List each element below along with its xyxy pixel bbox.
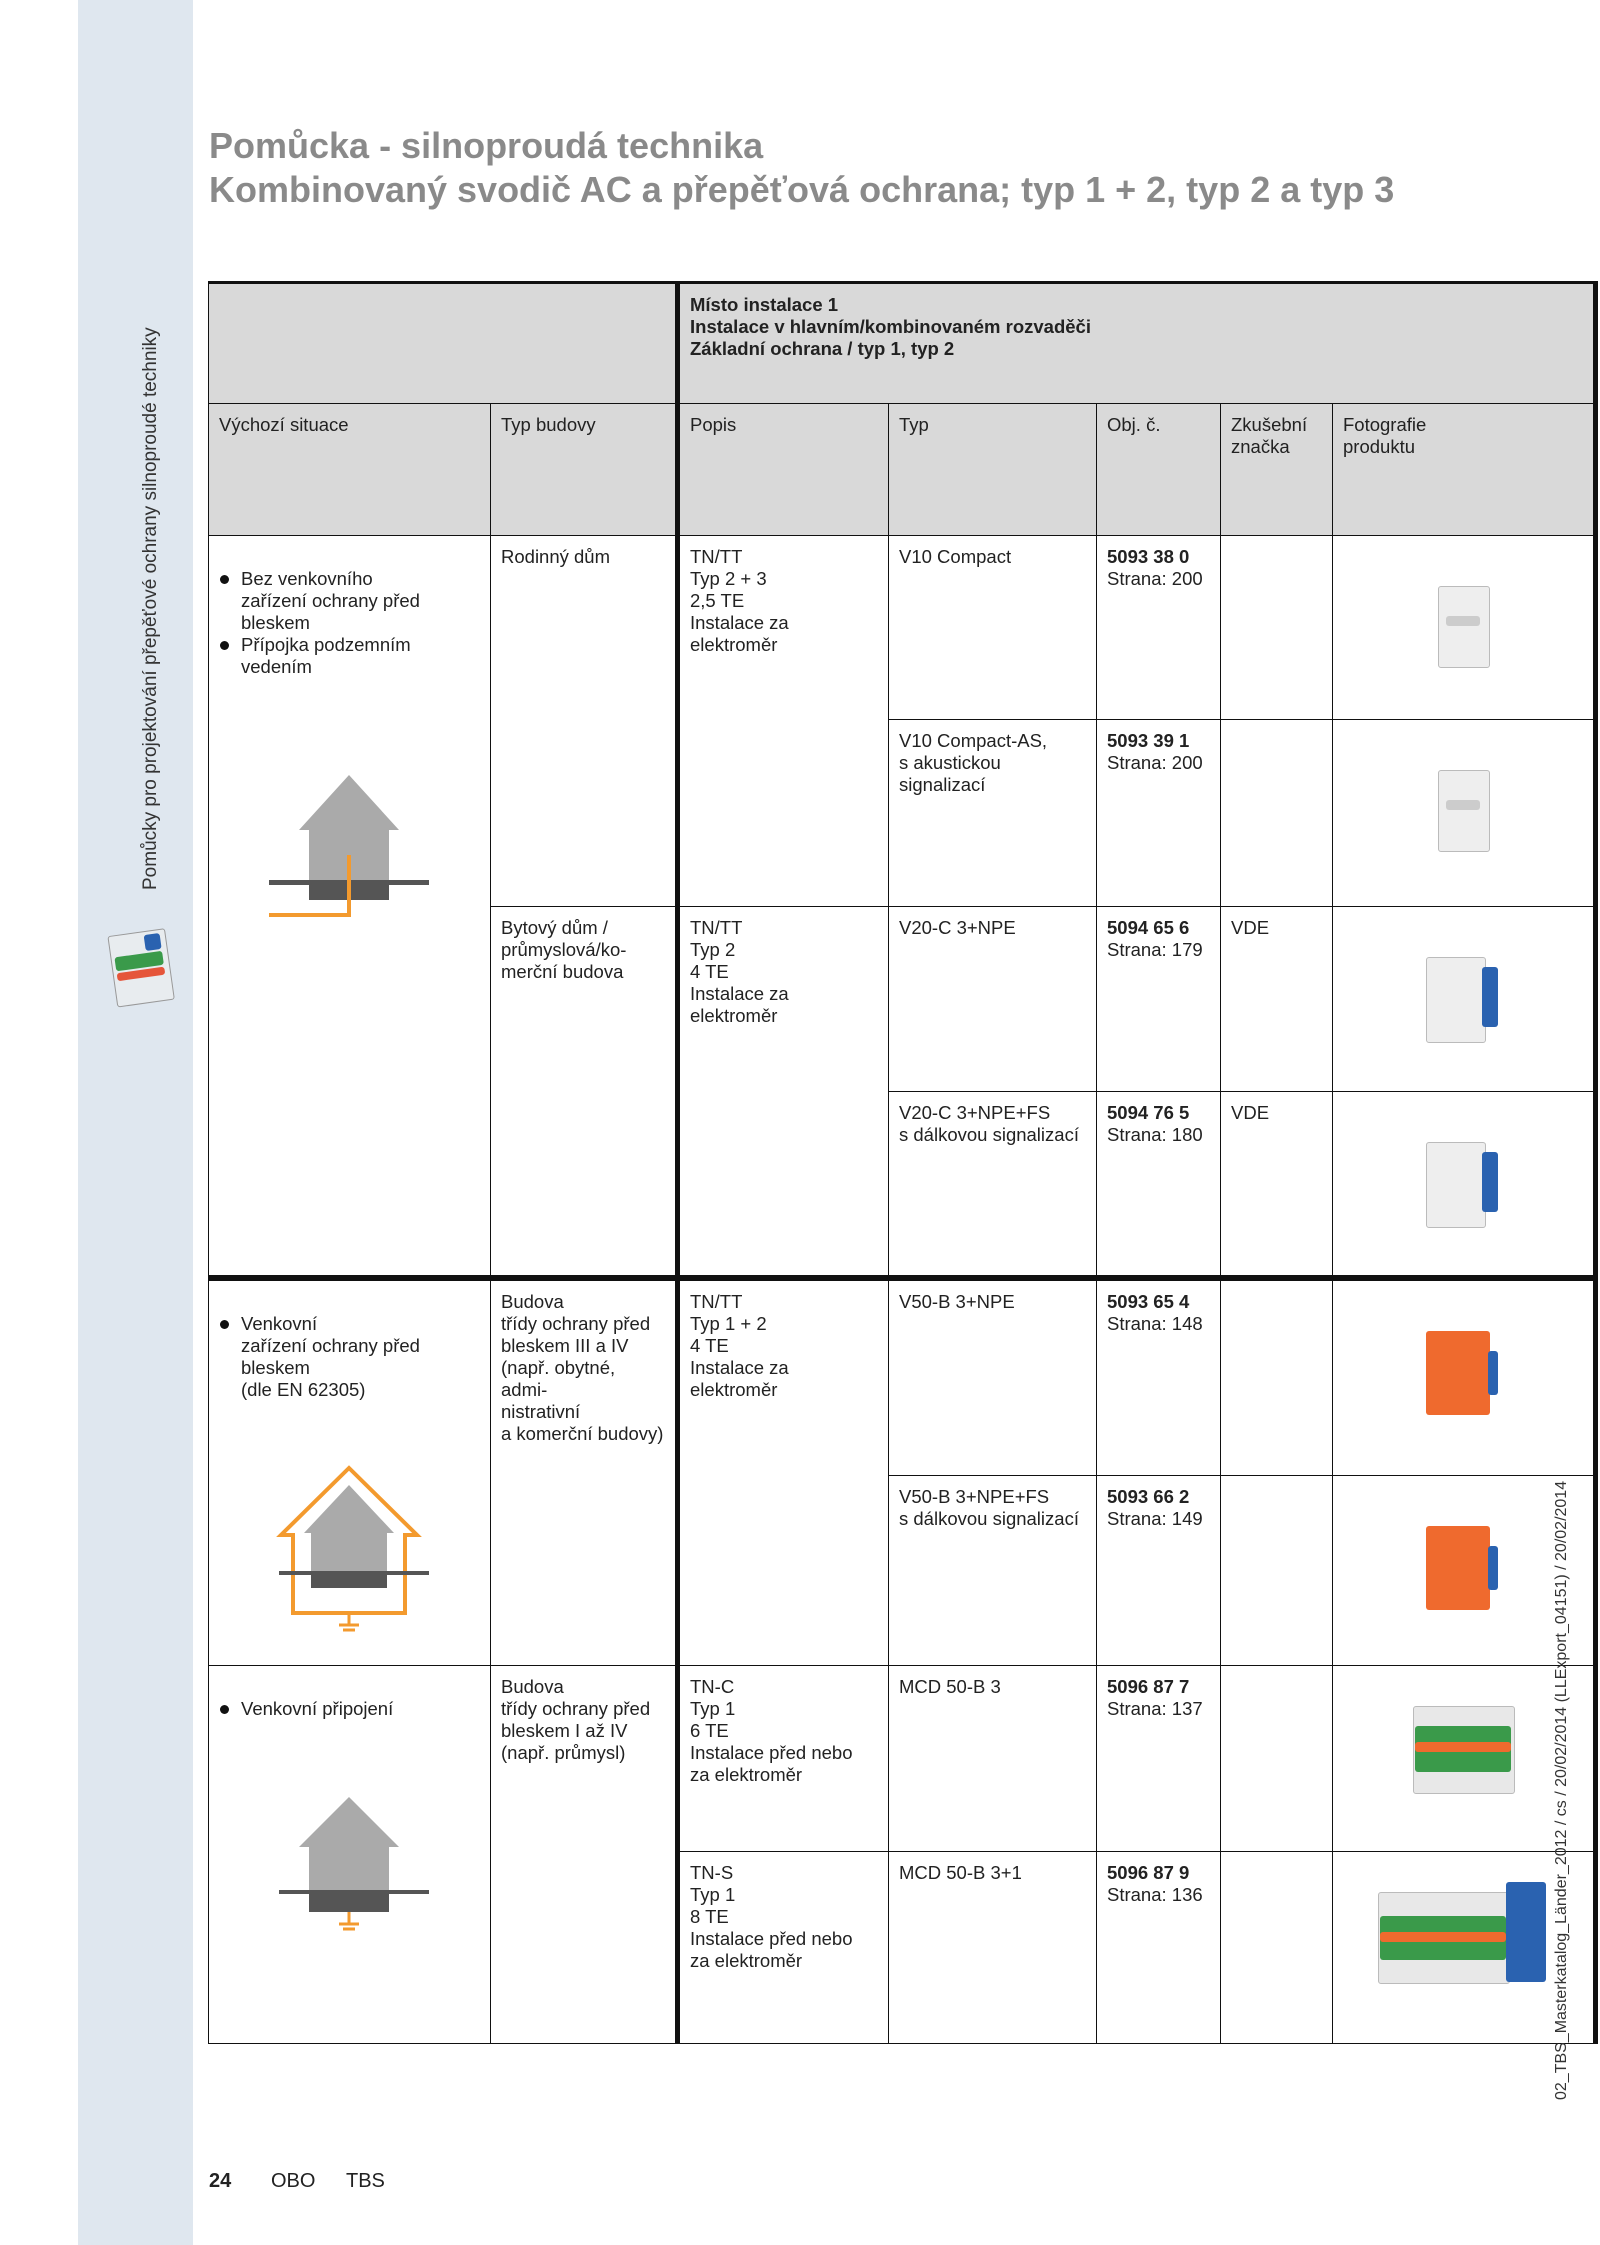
catalog-page: Strana: 200 xyxy=(1107,752,1203,773)
order-cell xyxy=(1097,1092,1221,1278)
page-number: 24 xyxy=(209,2170,232,2192)
type-cell: MCD 50-B 3 xyxy=(889,1665,1097,1851)
product-photo-white xyxy=(1438,770,1488,850)
description-cell: TN/TT Typ 1 + 2 4 TE Instalace za elektroměr xyxy=(678,1278,889,1666)
mark-cell xyxy=(1221,1851,1333,2043)
house-external-connection-icon xyxy=(269,1792,439,1952)
order-cell xyxy=(1097,1665,1221,1851)
order-cell xyxy=(1097,1851,1221,2043)
catalog-page: Strana: 136 xyxy=(1107,1883,1203,1905)
product-photo-white-blue xyxy=(1426,1142,1500,1226)
photo-cell xyxy=(1333,1278,1596,1476)
house-lightning-protection-icon xyxy=(269,1463,439,1633)
product-photo-orange xyxy=(1426,1331,1500,1415)
order-cell xyxy=(1097,1278,1221,1476)
order-number: 5093 38 0 xyxy=(1107,546,1190,567)
product-photo-white xyxy=(1438,586,1488,666)
col-header-situation: Výchozí situace xyxy=(209,404,491,536)
building-cell: Budova třídy ochrany před bleskem I až IV (např. průmysl) xyxy=(491,1665,678,2043)
col-header-photo: Fotografie produktu xyxy=(1333,404,1596,536)
type-cell: V20-C 3+NPE+FS s dálkovou signalizací xyxy=(889,1092,1097,1278)
footer-section: TBS xyxy=(346,2170,385,2192)
building-cell: Bytový dům / průmyslová/ko- merční budova xyxy=(491,907,678,1278)
photo-cell xyxy=(1333,720,1596,907)
type-cell: V50-B 3+NPE+FS s dálkovou signalizací xyxy=(889,1476,1097,1665)
type-cell: MCD 50-B 3+1 xyxy=(889,1851,1097,2043)
situation-bullet: Venkovní zařízení ochrany před bleskem (dle EN 62305) xyxy=(241,1313,480,1401)
catalog-page: Strana: 180 xyxy=(1107,1124,1203,1145)
situation-cell xyxy=(209,1278,491,1666)
order-cell xyxy=(1097,907,1221,1092)
situation-bullet: Venkovní připojení xyxy=(241,1698,480,1720)
sidebar-product-image xyxy=(107,928,172,1005)
catalog-page: Strana: 179 xyxy=(1107,939,1203,960)
sidebar-strip xyxy=(78,0,193,2245)
mark-cell: VDE xyxy=(1221,1092,1333,1278)
order-number: 5096 87 7 xyxy=(1107,1675,1190,1697)
photo-cell xyxy=(1333,536,1596,720)
description-cell: TN/TT Typ 2 + 3 2,5 TE Instalace za elektroměr xyxy=(678,536,889,907)
order-cell xyxy=(1097,1476,1221,1665)
order-number: 5093 39 1 xyxy=(1107,730,1190,751)
situation-cell xyxy=(209,1665,491,2043)
photo-cell xyxy=(1333,1092,1596,1278)
product-photo-green xyxy=(1413,1706,1513,1792)
group-header: Místo instalace 1 Instalace v hlavním/kombinovaném rozvaděči Základní ochrana / typ 1, typ 2 xyxy=(678,283,1596,404)
type-cell: V20-C 3+NPE xyxy=(889,907,1097,1092)
description-cell: TN/TT Typ 2 4 TE Instalace za elektroměr xyxy=(678,907,889,1278)
order-number: 5096 87 9 xyxy=(1107,1861,1190,1883)
footer-brand: OBO xyxy=(271,2170,316,2192)
situation-bullet: Bez venkovního zařízení ochrany před bleskem xyxy=(241,568,480,634)
catalog-page: Strana: 137 xyxy=(1107,1697,1203,1719)
order-number: 5094 65 6 xyxy=(1107,917,1190,938)
mark-cell xyxy=(1221,1278,1333,1476)
description-cell: TN-S Typ 1 8 TE Instalace před nebo za elektroměr xyxy=(678,1851,889,2043)
product-photo-orange xyxy=(1426,1526,1500,1610)
mark-cell xyxy=(1221,1665,1333,1851)
col-header-description: Popis xyxy=(678,404,889,536)
side-document-note: 02_TBS_Masterkatalog_Länder_2012 / cs / 20/02/2014 (LLExport_04151) / 20/02/2014 xyxy=(1553,1480,1570,2100)
col-header-test-mark: Zkušební značka xyxy=(1221,404,1333,536)
sidebar-vertical-text: Pomůcky pro projektování přepěťové ochrany silnoproudé techniky xyxy=(140,327,161,890)
page-title: Pomůcka - silnoproudá technika xyxy=(209,125,764,166)
order-cell xyxy=(1097,536,1221,720)
situation-bullet: Přípojka podzemním vedením xyxy=(241,634,480,678)
situation-cell xyxy=(209,536,491,1278)
photo-cell xyxy=(1333,907,1596,1092)
page-subtitle: Kombinovaný svodič AC a přepěťová ochrana; typ 1 + 2, typ 2 a typ 3 xyxy=(209,169,1395,210)
product-table xyxy=(208,281,1598,2044)
col-header-order-no: Obj. č. xyxy=(1097,404,1221,536)
order-number: 5094 76 5 xyxy=(1107,1102,1190,1123)
product-photo-white-blue xyxy=(1426,957,1500,1041)
mark-cell xyxy=(1221,1476,1333,1665)
house-underground-icon xyxy=(269,770,439,930)
col-header-type: Typ xyxy=(889,404,1097,536)
order-number: 5093 66 2 xyxy=(1107,1486,1190,1508)
order-cell xyxy=(1097,720,1221,907)
catalog-page: Strana: 149 xyxy=(1107,1508,1203,1530)
catalog-page: Strana: 200 xyxy=(1107,568,1203,589)
header-blank xyxy=(209,283,678,404)
type-cell: V50-B 3+NPE xyxy=(889,1278,1097,1476)
catalog-page: Strana: 148 xyxy=(1107,1312,1203,1334)
mark-cell xyxy=(1221,720,1333,907)
col-header-building: Typ budovy xyxy=(491,404,678,536)
type-cell: V10 Compact xyxy=(889,536,1097,720)
order-number: 5093 65 4 xyxy=(1107,1290,1190,1312)
mark-cell xyxy=(1221,536,1333,720)
mark-cell: VDE xyxy=(1221,907,1333,1092)
type-cell: V10 Compact-AS, s akustickou signalizací xyxy=(889,720,1097,907)
product-photo-green-blue xyxy=(1378,1882,1548,1982)
description-cell: TN-C Typ 1 6 TE Instalace před nebo za elektroměr xyxy=(678,1665,889,1851)
building-cell: Budova třídy ochrany před bleskem III a IV (např. obytné, admi- nistrativní a komerční budovy) xyxy=(491,1278,678,1666)
building-cell: Rodinný dům xyxy=(491,536,678,907)
